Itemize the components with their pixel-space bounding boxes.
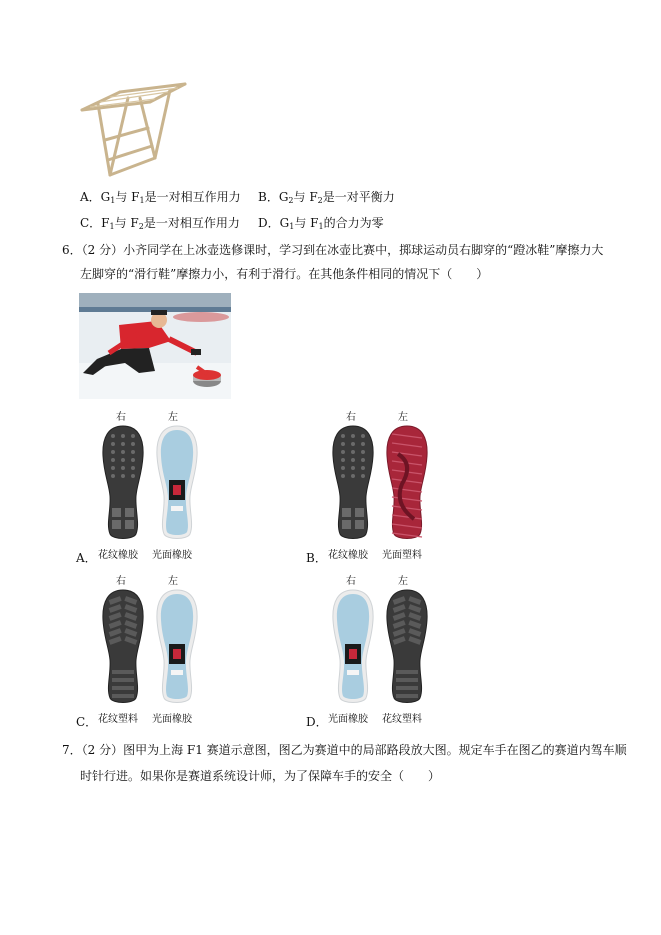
option-letter: D． [306, 715, 328, 729]
left-foot-label: 左 [398, 576, 408, 587]
left-sole-material-label: 光面橡胶 [152, 550, 192, 561]
right-shoe-sole-image [330, 588, 376, 709]
left-foot-label: 左 [398, 412, 408, 423]
drying-rack-image [80, 80, 190, 180]
option-letter: C． [76, 715, 98, 729]
left-sole-material-label: 花纹塑料 [382, 714, 422, 725]
q5-option-d[interactable]: D．$G_1$与 $F_1$的合力为零 [258, 216, 384, 231]
left-shoe-sole-image [384, 588, 430, 709]
curling-photo [79, 293, 231, 399]
q5-option-b[interactable]: B．$G_2$与 $F_2$是一对平衡力 [258, 190, 395, 205]
q6-stem-line1: 6．（2 分）小齐同学在上冰壶选修课时，学习到在冰壶比赛中，掷球运动员右脚穿的“蹬冰鞋”摩擦力大 [62, 243, 604, 257]
left-foot-label: 左 [168, 576, 178, 587]
right-shoe-sole-image [100, 424, 146, 545]
right-sole-material-label: 光面橡胶 [328, 714, 368, 725]
q5-option-c[interactable]: C．$F_1$与 $F_2$是一对相互作用力 [80, 216, 240, 231]
q7-stem-line2: 时针行进。如果你是赛道系统设计师，为了保障车手的安全（ ） [80, 769, 441, 783]
right-foot-label: 右 [346, 412, 356, 423]
right-shoe-sole-image [100, 588, 146, 709]
shoe-option-d[interactable] [306, 570, 446, 730]
left-shoe-sole-image [154, 424, 200, 545]
left-sole-material-label: 光面橡胶 [152, 714, 192, 725]
q7-stem-line1: 7．（2 分）图甲为上海 F1 赛道示意图，图乙为赛道中的局部路段放大图。规定车手在图乙的赛道内驾车顺 [62, 743, 627, 757]
right-sole-material-label: 花纹橡胶 [328, 550, 368, 561]
right-foot-label: 右 [116, 576, 126, 587]
left-foot-label: 左 [168, 412, 178, 423]
right-foot-label: 右 [346, 576, 356, 587]
left-shoe-sole-image [154, 588, 200, 709]
right-shoe-sole-image [330, 424, 376, 545]
option-letter: A． [76, 551, 97, 565]
shoe-option-c[interactable] [76, 570, 216, 730]
right-foot-label: 右 [116, 412, 126, 423]
right-sole-material-label: 花纹塑料 [98, 714, 138, 725]
right-sole-material-label: 花纹橡胶 [98, 550, 138, 561]
left-sole-material-label: 光面塑料 [382, 550, 422, 561]
shoe-option-b[interactable] [306, 406, 446, 566]
option-letter: B． [306, 551, 327, 565]
shoe-option-a[interactable] [76, 406, 216, 566]
left-shoe-sole-image [384, 424, 430, 545]
q5-option-a[interactable]: A．$G_1$与 $F_1$是一对相互作用力 [80, 190, 241, 205]
q6-stem-line2: 左脚穿的“滑行鞋”摩擦力小，有利于滑行。在其他条件相同的情况下（ ） [80, 267, 489, 281]
